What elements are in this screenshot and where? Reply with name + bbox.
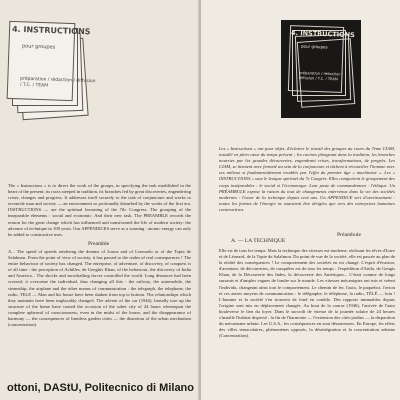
sketch-subtitle: pour groupes <box>300 43 328 50</box>
right-body-paragraph: Elle est de tous les temps. Mais la technique des vitesses est moderne, réalisant les rêves d'Icare et de Léonard, de la Topie de Salalmon. Du point de vue de la société, elle est passée au plan de la réalité des conséquences ! Le comportement des sociétés en est changé. L'esprit d'évasion, d'aventure, de découvertes, de conquêtes est de tous les temps : l'expédition d'Attila, de Gengis Khan, de la Découverte des Indes, la découverte des Amériques... C'était comme de longs sursauts et d'amples vagues de fondre sur le monde. Les vitesses mécaniques ont mis et créent l'individu, changeant ainsi tout le comportement. Le chemin de fer, l'auto, le paquebot, l'avion et ces autres moyens de communication : le télégraphe, le téléphone, la radio, TÉLÉ — loin ! L'homme et la société s'en trouvent de fond en comble. Des rapports immuables depuis l'origine sont mis en déplacement changés. Au bout de la course (1946), l'arrivée de l'auto bouleverse le lien du foyer. Dans le surcroît de vitesse de la journée solaire de 24 heures s'installe l'habitat dispersé ; la fin de l'harmonie — l'extension des cités-jardins — la disparition du mécanisme urbain. Les U.S.A., les conséquences en sont désastreuses. En Europe, les effets des villes tentaculaires, phénomènes opposés, la désintégration et la concentration urbaine (Concentration). <box>219 248 395 339</box>
left-body-text <box>8 249 191 328</box>
sketch-title: 4. INSTRUCTIONS <box>11 24 91 37</box>
right-preamble-heading: Préambule <box>337 232 361 238</box>
dark-illustration-panel <box>281 20 361 118</box>
right-intro-paragraph: Les « Instructions » ont pour objet, d'éclairer le travail des groupes au cours du 7ème CIAM, installé en plein cœur du temps présent ; les racines plongeant dans la tradition, les branches nourries par les grandes découvertes, engendrant crises, transformations, de progrès. Les CIAM, se tiennent avec fermeté au sein de la conjoncture et tâchent à réconcilier l'homme avec ses milieux si fondamentalement troublés par l'effet du premier âge « machiniste ». Les « INSTRUCTIONS » sont le lexique spirituel du 7e Congrès. Elles comportent le groupement des corps inséparables : le social et l'économique. Leur poste de commandement : l'éthique. Un PRÉAMBULE expose la raison du tout de changements intervenus dans la vie des sociétés modernes : l'essor de la technique depuis cent ans. Un APPENDICE sert d'avertissement : toutes les formes de l'énergie ne sauraient être dirigées que vers des entreprises humaines constructives. <box>219 146 395 212</box>
left-page <box>0 0 199 400</box>
instructions-sketch-light <box>8 22 98 132</box>
instructions-sketch-dark <box>289 26 359 116</box>
sketch-title: 4. INSTRUCTIONS <box>290 28 355 40</box>
right-section-heading: A. — LA TECHNIQUE <box>231 238 286 244</box>
left-intro-text <box>8 183 191 238</box>
sketch-subtitle: pour groupes <box>21 43 56 51</box>
photo-credit-caption: ottoni, DAStU, Politecnico di Milano <box>4 381 197 395</box>
sketch-list: préparation / rédaction / diffusion / T.C. / TEAM <box>19 76 96 89</box>
right-page <box>201 0 400 400</box>
sketch-list: préparation / rédaction / diffusion / T.C. / TEAM <box>298 70 343 81</box>
right-body-text <box>219 248 395 398</box>
left-body-clip <box>8 249 191 381</box>
right-intro-text <box>219 146 395 213</box>
left-preamble-heading: Preamble <box>88 241 110 247</box>
left-intro-paragraph: The « Instructions » is to direct the work of the groups, in specifying the task established in the heart of the present; its roots steeped in tradition, its branches fed by great discoveries, engendering crises, changes and progress. It addresses itself securely to the task of conjuncture and works to reconcile man and society — an environment so profoundly disturbed by the works of the first era. INSTRUCTIONS — are the spiritual lessoning of the 7th. Congress. The grouping of the inseparable elements : social and economic. And their new task. The PREAMBLE records the reason for the great change which has influenced and transformed the life of modern society: the advance of technique in 100 years. Our APPENDICES serve as a warning : atomic energy can only be added to constructive uses. <box>8 183 191 237</box>
left-body-paragraph: A... The speed of speeds rendering the dreams of Icarus and of Leonardo or of the Topia de Salalmon. From the point of view of society, it has passed to the realm of real consequences ! The entire behaviour of society has changed. The enterprise, of adventure, of discovery, of conquest is of all time : the perception of Achilles, de Genghis Khan, of the behaviour, the discovery of India and America... The shocks and snowballing forces controlled the world. Long distances had been crossed; it overcame the individual, thus changing all this : the railway, the automobile, the steamship, the airplane and the other means of communication : the telegraph, the telephone, the radio, TELE — Man and his house have been shaken from top to bottom. The relationships which they maintain have been implacably changed. The advent of the car (1946), brutally tore up the structure of the home have ceased the occasion of the sober city of 24 hours whereupon the complete upheaval of consciousness, even in the midst of the house, and the disappearance of harmony — the consequences of limitless garden cities — the distortion of the urban mechanism (concentration). <box>8 249 191 328</box>
